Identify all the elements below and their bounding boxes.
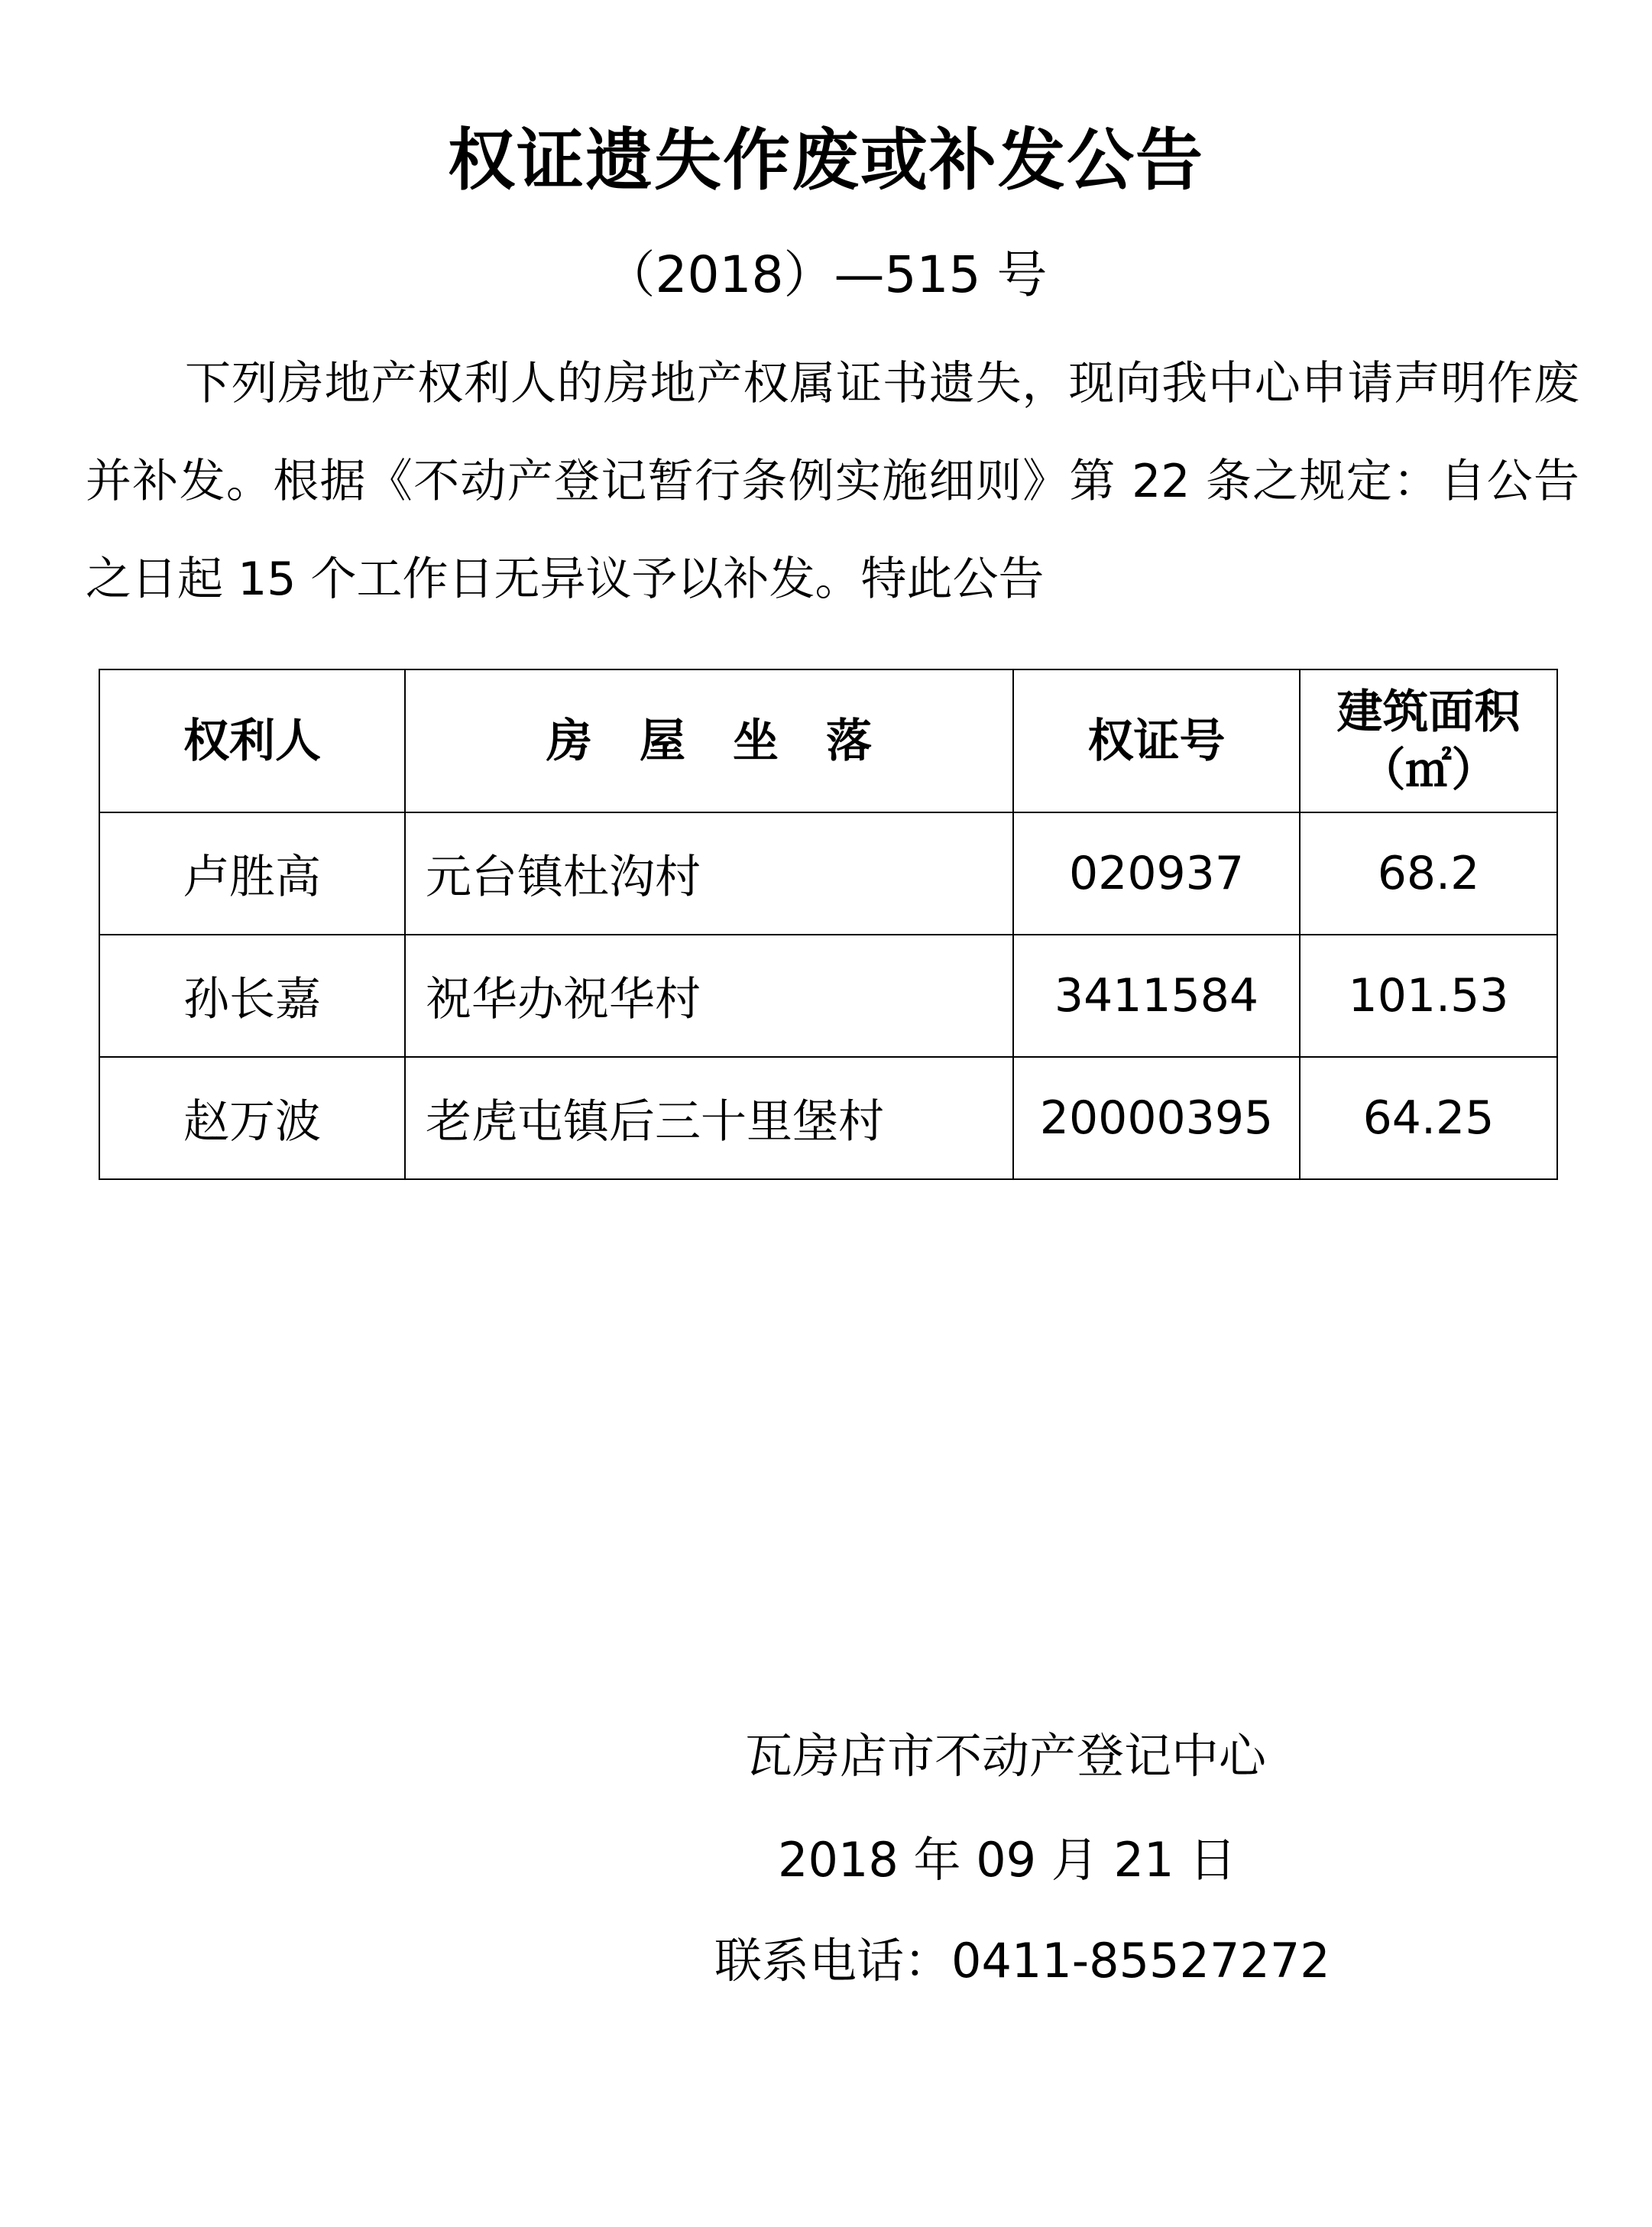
- contact-phone: 联系电话：0411-85527272: [714, 1933, 1330, 1989]
- cell-cert-no: 3411584: [1013, 935, 1300, 1057]
- issuing-organization: 瓦房店市不动产登记中心: [745, 1728, 1267, 1784]
- cell-location: 元台镇杜沟村: [405, 812, 1013, 935]
- notice-title: 权证遗失作废或补发公告: [447, 121, 1204, 199]
- cell-location: 祝华办祝华村: [405, 935, 1013, 1057]
- document-number: （2018）—515 号: [604, 245, 1048, 304]
- records-table: [99, 669, 1558, 1180]
- table-row: [99, 935, 1557, 1057]
- cell-holder: 孙长嘉: [99, 935, 405, 1057]
- notice-body-text: 下列房地产权利人的房地产权属证书遗失，现向我中心申请声明作废并补发。根据《不动产登记暂行条例实施细则》第 22 条之规定：自公告之日起 15 个工作日无异议予以补发。特此公告: [86, 357, 1579, 606]
- cell-holder: 卢胜高: [99, 812, 405, 935]
- table-row: [99, 812, 1557, 935]
- header-area-unit: （㎡）: [1359, 743, 1498, 797]
- cell-holder: 赵万波: [99, 1057, 405, 1179]
- header-location: 房屋坐落: [405, 669, 1013, 812]
- table-row: [99, 1057, 1557, 1179]
- header-area-label: 建筑面积: [1336, 685, 1521, 739]
- cell-cert-no: 20000395: [1013, 1057, 1300, 1179]
- cell-cert-no: 020937: [1013, 812, 1300, 935]
- cell-area: 101.53: [1300, 935, 1557, 1057]
- cell-area: 68.2: [1300, 812, 1557, 935]
- header-holder: 权利人: [99, 669, 405, 812]
- issue-date: 2018 年 09 月 21 日: [778, 1832, 1237, 1888]
- header-area: [1300, 669, 1557, 812]
- header-cert-no: 权证号: [1013, 669, 1300, 812]
- cell-area: 64.25: [1300, 1057, 1557, 1179]
- table-header-row: [99, 669, 1557, 812]
- cell-location: 老虎屯镇后三十里堡村: [405, 1057, 1013, 1179]
